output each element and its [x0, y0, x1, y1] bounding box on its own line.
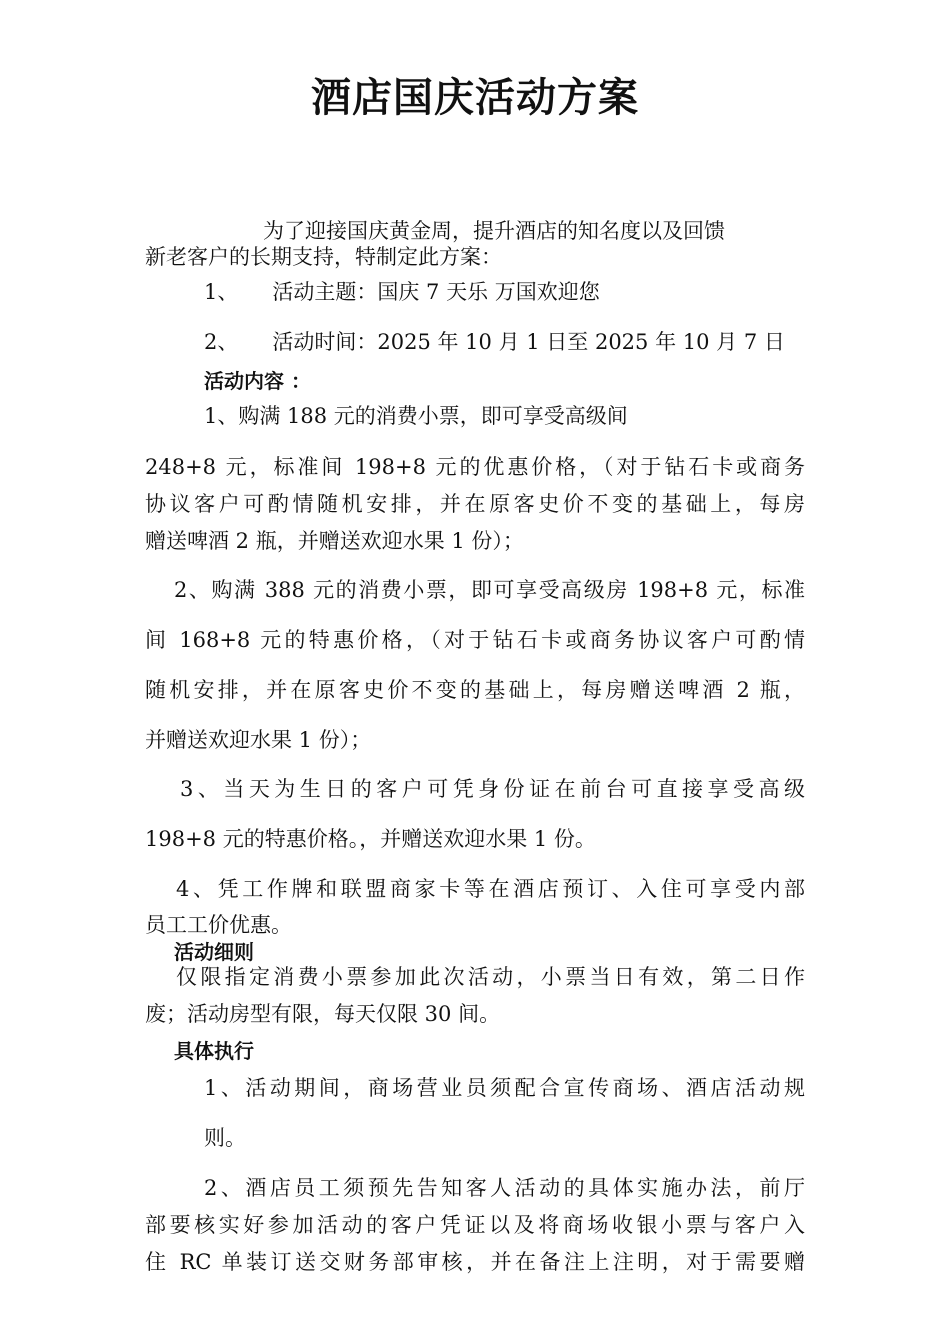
execution-1-line-2: 则。: [204, 1126, 246, 1150]
list-item-number: 1、: [204, 280, 239, 304]
document-title: 酒店国庆活动方案: [311, 75, 639, 121]
execution-1-line-1: 1、活动期间，商场营业员须配合宣传商场、酒店活动规: [204, 1076, 805, 1100]
offer-3-line-2: 198+8 元的特惠价格。，并赠送欢迎水果 1 份。: [145, 827, 596, 851]
offer-2-line-3: 随机安排，并在原客史价不变的基础上，每房赠送啤酒 2 瓶，: [145, 678, 805, 702]
execution-2-line-3: 住 RC 单装订送交财务部审核，并在备注上注明，对于需要赠: [145, 1250, 805, 1274]
offer-1-line-4: 赠送啤酒 2 瓶，并赠送欢迎水果 1 份）；: [145, 529, 524, 553]
rules-line-2: 废；活动房型有限，每天仅限 30 间。: [145, 1002, 501, 1026]
offer-1-line-3: 协议客户可酌情随机安排，并在原客史价不变的基础上，每房: [145, 492, 805, 516]
list-item-text: 活动时间：2025 年 10 月 1 日至 2025 年 10 月 7 日: [272, 330, 785, 354]
execution-2-line-1: 2、酒店员工须预先告知客人活动的具体实施办法，前厅: [204, 1176, 805, 1200]
list-item-text: 活动主题：国庆 7 天乐 万国欢迎您: [272, 280, 600, 304]
offer-1-line-2: 248+8 元，标准间 198+8 元的优惠价格，（对于钻石卡或商务: [145, 455, 805, 479]
offer-4-line-1: 4、凭工作牌和联盟商家卡等在酒店预订、入住可享受内部: [176, 877, 805, 901]
list-item: [204, 327, 785, 357]
rules-heading: 活动细则: [174, 940, 254, 964]
content-heading: 活动内容 ：: [204, 369, 311, 393]
list-item-number: 2、: [204, 330, 239, 354]
intro-line-2: 新老客户的长期支持，特制定此方案：: [145, 245, 502, 269]
offer-1-line-1: 1、购满 188 元的消费小票，即可享受高级间: [204, 404, 628, 428]
execution-heading: 具体执行: [174, 1039, 254, 1063]
offer-2-line-1: 2、购满 388 元的消费小票，即可享受高级房 198+8 元，标准: [174, 578, 805, 602]
intro-line-1: 为了迎接国庆黄金周，提升酒店的知名度以及回馈: [263, 219, 725, 243]
offer-2-line-4: 并赠送欢迎水果 1 份）；: [145, 728, 372, 752]
offer-3-line-1: 3、当天为生日的客户可凭身份证在前台可直接享受高级: [180, 777, 805, 801]
execution-2-line-2: 部要核实好参加活动的客户凭证以及将商场收银小票与客户入: [145, 1213, 805, 1237]
list-item: [204, 277, 600, 307]
rules-line-1: 仅限指定消费小票参加此次活动，小票当日有效，第二日作: [176, 965, 805, 989]
offer-2-line-2: 间 168+8 元的特惠价格，（对于钻石卡或商务协议客户可酌情: [145, 628, 805, 652]
offer-4-line-2: 员工工价优惠。: [145, 913, 292, 937]
